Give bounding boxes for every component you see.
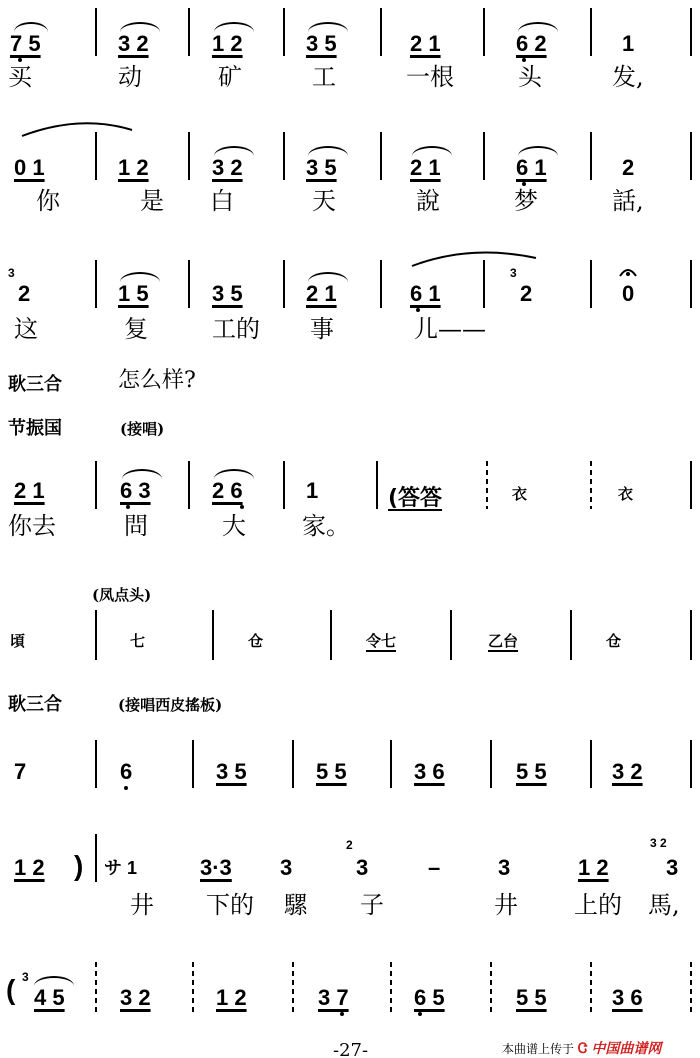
slur bbox=[120, 22, 160, 32]
lyric: 发, bbox=[612, 63, 644, 91]
dashed-barline bbox=[690, 962, 692, 1012]
percussion-syllable: (答答 bbox=[388, 486, 443, 511]
stage-cue: (凤点头) bbox=[92, 586, 152, 604]
barline bbox=[212, 610, 214, 660]
lyric: 井 bbox=[130, 891, 154, 919]
percussion-syllable: 仓 bbox=[606, 632, 622, 650]
site-logo-icon: Ꮳ bbox=[577, 1041, 588, 1057]
slur bbox=[122, 469, 162, 479]
barline bbox=[95, 8, 97, 56]
octave-dot bbox=[418, 1012, 422, 1016]
speaker-name: 节振国 bbox=[8, 418, 62, 439]
note-group: 7 5 bbox=[10, 31, 41, 56]
octave-dot bbox=[124, 786, 128, 790]
note-group: 6 2 bbox=[516, 31, 547, 56]
lyric: 头 bbox=[518, 63, 542, 91]
barline bbox=[192, 740, 194, 788]
lyric: 你去 bbox=[8, 512, 56, 540]
note-group: 6 bbox=[120, 759, 133, 784]
barline bbox=[690, 610, 692, 660]
note-group: 1 2 bbox=[578, 855, 609, 880]
note-group: 6 5 bbox=[414, 985, 445, 1010]
note-group: 3 2 bbox=[612, 759, 643, 784]
long-slur bbox=[20, 120, 140, 140]
note-group: 3 2 bbox=[118, 31, 149, 56]
barline bbox=[590, 132, 592, 180]
percussion-syllable: 仓 bbox=[248, 632, 264, 650]
credit-text: 本曲谱上传于 bbox=[502, 1042, 575, 1056]
speaker-name: 耿三合 bbox=[8, 374, 62, 395]
speaker-name: 耿三合 bbox=[8, 694, 62, 715]
barline bbox=[483, 132, 485, 180]
percussion-syllable: 衣 bbox=[618, 485, 634, 503]
note-group: 1 bbox=[306, 478, 319, 503]
note-group: 3 bbox=[280, 855, 293, 880]
note-group: 3 5 bbox=[212, 281, 243, 306]
note-group: 1 5 bbox=[118, 281, 149, 306]
note-group: 0 bbox=[622, 281, 635, 306]
note-group: 3 2 bbox=[120, 985, 151, 1010]
slur bbox=[34, 976, 74, 986]
system-2 bbox=[0, 118, 700, 228]
lyric: 买 bbox=[8, 63, 32, 91]
bracket-open: ( bbox=[6, 974, 16, 1005]
grace-note: 3 bbox=[8, 266, 15, 280]
barline bbox=[95, 740, 97, 788]
lyric: 工 bbox=[312, 63, 336, 91]
slur bbox=[214, 469, 254, 479]
lyric: 矿 bbox=[218, 63, 242, 91]
grace-note: 2 bbox=[346, 838, 353, 852]
barline bbox=[188, 260, 190, 308]
percussion-syllable: 衣 bbox=[512, 485, 528, 503]
dashed-barline bbox=[490, 962, 492, 1012]
percussion-syllable: 七 bbox=[130, 632, 146, 650]
barline bbox=[390, 740, 392, 788]
system-3 bbox=[0, 240, 700, 350]
note-group: 7 bbox=[14, 759, 27, 784]
spoken-line: 怎么样? bbox=[118, 368, 196, 393]
barline bbox=[95, 610, 97, 660]
system-5 bbox=[0, 606, 700, 666]
note-group: 2 1 bbox=[410, 31, 441, 56]
percussion-syllable: 令七 bbox=[366, 632, 397, 650]
barline bbox=[283, 132, 285, 180]
note-group: 2 1 bbox=[306, 281, 337, 306]
note-group: 6 1 bbox=[516, 155, 547, 180]
stage-cue: (接唱西皮搖板) bbox=[118, 696, 223, 714]
system-4 bbox=[0, 455, 700, 555]
barline bbox=[283, 260, 285, 308]
note-group: 2 bbox=[520, 281, 533, 306]
lyric: 工的 bbox=[212, 315, 260, 343]
slur bbox=[518, 146, 558, 156]
note-group: 3 6 bbox=[414, 759, 445, 784]
dashed-barline bbox=[590, 962, 592, 1012]
lyric: 一根 bbox=[406, 63, 454, 91]
percussion-syllable: 乙台 bbox=[488, 632, 519, 650]
note-group: 3 2 bbox=[212, 155, 243, 180]
lyric: 事 bbox=[310, 315, 334, 343]
lyric: 天 bbox=[312, 187, 336, 215]
note-group: 5 5 bbox=[516, 759, 547, 784]
barline bbox=[292, 740, 294, 788]
page-number: -27- bbox=[333, 1040, 369, 1058]
grace-note: 3 bbox=[22, 970, 29, 984]
grace-note: 3 bbox=[510, 266, 517, 280]
lyric: 这 bbox=[14, 315, 38, 343]
barline bbox=[590, 740, 592, 788]
slur bbox=[308, 22, 348, 32]
note-group: 5 5 bbox=[516, 985, 547, 1010]
barline bbox=[590, 8, 592, 56]
lyric: 复 bbox=[124, 315, 148, 343]
lyric: 下的 bbox=[206, 891, 254, 919]
barline bbox=[483, 8, 485, 56]
octave-dot bbox=[18, 58, 22, 62]
lyric: 你 bbox=[36, 187, 60, 215]
lyric: 儿—— bbox=[414, 315, 486, 343]
site-logo-text[interactable]: 中国曲谱网 bbox=[591, 1041, 662, 1057]
note-group: 2 bbox=[18, 281, 31, 306]
note-group: 5 5 bbox=[316, 759, 347, 784]
note-group: 3 6 bbox=[612, 985, 643, 1010]
lyric: 大 bbox=[222, 512, 246, 540]
lyric: 白 bbox=[210, 187, 234, 215]
note-group: 2 1 bbox=[410, 155, 441, 180]
barline bbox=[490, 740, 492, 788]
credit-line bbox=[502, 1038, 661, 1058]
lyric: 馬, bbox=[648, 891, 680, 919]
note-group: 2 bbox=[622, 155, 635, 180]
note-group: 1 2 bbox=[212, 31, 243, 56]
barline bbox=[690, 461, 692, 509]
barline bbox=[95, 461, 97, 509]
lyric: 家。 bbox=[302, 512, 350, 540]
slur bbox=[412, 146, 452, 156]
octave-dot bbox=[522, 182, 526, 186]
slur bbox=[120, 272, 160, 282]
octave-dot bbox=[416, 308, 420, 312]
note-group: 3 5 bbox=[216, 759, 247, 784]
barline bbox=[380, 260, 382, 308]
octave-dot bbox=[522, 58, 526, 62]
system-8 bbox=[0, 956, 700, 1026]
note-group: 1 2 bbox=[14, 855, 45, 880]
note-group: 3 7 bbox=[318, 985, 349, 1010]
barline bbox=[283, 8, 285, 56]
note-group: 3 5 bbox=[306, 155, 337, 180]
lyric: 是 bbox=[140, 187, 164, 215]
dashed-barline bbox=[590, 461, 592, 509]
dashed-barline bbox=[192, 962, 194, 1012]
lyric: 話, bbox=[612, 187, 644, 215]
barline bbox=[690, 740, 692, 788]
note-group: 3 5 bbox=[306, 31, 337, 56]
octave-dot bbox=[240, 505, 244, 509]
barline bbox=[450, 610, 452, 660]
barline bbox=[283, 461, 285, 509]
note-group: – bbox=[428, 855, 441, 880]
slur bbox=[518, 22, 558, 32]
system-7 bbox=[0, 820, 700, 930]
barline bbox=[376, 461, 378, 509]
slur bbox=[308, 272, 348, 282]
note-group: 0 1 bbox=[14, 155, 45, 180]
system-6 bbox=[0, 740, 700, 800]
long-slur bbox=[410, 248, 540, 268]
grace-note: 3 2 bbox=[650, 836, 667, 850]
lyric: 梦 bbox=[514, 187, 538, 215]
barline bbox=[690, 8, 692, 56]
barline bbox=[690, 260, 692, 308]
barline bbox=[380, 132, 382, 180]
note-group: 3 bbox=[356, 855, 369, 880]
lyric: 井 bbox=[494, 891, 518, 919]
barline bbox=[590, 260, 592, 308]
note-group: 2 6 bbox=[212, 478, 243, 503]
barline bbox=[188, 8, 190, 56]
bracket-close: ) bbox=[74, 850, 84, 881]
lyric: 动 bbox=[118, 63, 142, 91]
barline bbox=[330, 610, 332, 660]
slur bbox=[214, 146, 254, 156]
note-group: 3 bbox=[498, 855, 511, 880]
octave-dot bbox=[340, 1012, 344, 1016]
note-group: 1 bbox=[622, 31, 635, 56]
note-group: 2 1 bbox=[14, 478, 45, 503]
percussion-syllable: 頃 bbox=[10, 632, 26, 650]
dashed-barline bbox=[292, 962, 294, 1012]
note-group: 3 bbox=[666, 855, 679, 880]
slur bbox=[308, 146, 348, 156]
barline bbox=[690, 132, 692, 180]
barline bbox=[95, 834, 97, 882]
barline bbox=[95, 260, 97, 308]
dashed-barline bbox=[390, 962, 392, 1012]
note-group: 6 1 bbox=[410, 281, 441, 306]
lyric: 上的 bbox=[574, 891, 622, 919]
barline bbox=[483, 260, 485, 308]
lyric: 子 bbox=[360, 891, 384, 919]
octave-dot bbox=[126, 505, 130, 509]
barline bbox=[380, 8, 382, 56]
note-group: 4 5 bbox=[34, 985, 65, 1010]
lyric: 說 bbox=[416, 187, 440, 215]
dashed-barline bbox=[486, 461, 488, 509]
note-group: 3·3 bbox=[200, 855, 232, 880]
barline bbox=[570, 610, 572, 660]
barline bbox=[95, 132, 97, 180]
lyric: 騾 bbox=[284, 891, 308, 919]
note-group: 6 3 bbox=[120, 478, 151, 503]
barline bbox=[188, 461, 190, 509]
lyric: 問 bbox=[124, 512, 148, 540]
note-group: 1 2 bbox=[216, 985, 247, 1010]
slur bbox=[14, 22, 48, 32]
note-group: サ 1 bbox=[104, 858, 138, 878]
slur bbox=[214, 22, 254, 32]
barline bbox=[188, 132, 190, 180]
system-1 bbox=[0, 0, 700, 100]
fermata-icon bbox=[618, 264, 638, 278]
note-group: 1 2 bbox=[118, 155, 149, 180]
stage-cue: (接唱) bbox=[120, 420, 165, 438]
dashed-barline bbox=[95, 962, 97, 1012]
